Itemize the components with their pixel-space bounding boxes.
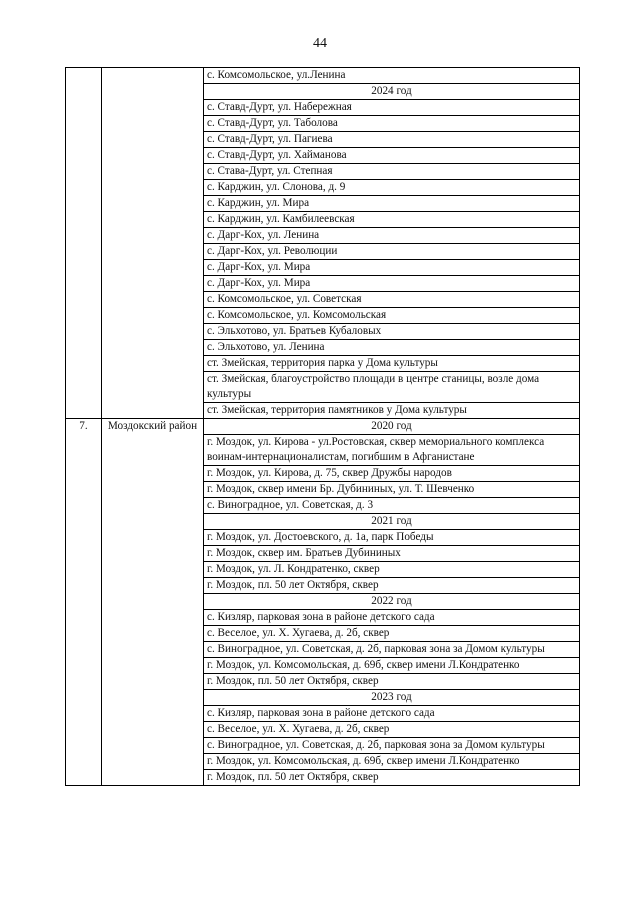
location-cell: ст. Змейская, территория парка у Дома культуры: [204, 356, 580, 372]
location-cell: с. Комсомольское, ул. Комсомольская: [204, 308, 580, 324]
location-cell: с. Комсомольское, ул. Советская: [204, 292, 580, 308]
objects-table: [65, 67, 580, 786]
location-cell: с. Става-Дурт, ул. Степная: [204, 164, 580, 180]
location-cell: ст. Змейская, благоустройство площади в центре станицы, возле дома культуры: [204, 372, 580, 403]
location-cell: с. Веселое, ул. Х. Хугаева, д. 2б, сквер: [204, 626, 580, 642]
year-heading: 2021 год: [204, 514, 580, 530]
year-heading: 2023 год: [204, 690, 580, 706]
location-cell: с. Комсомольское, ул.Ленина: [204, 68, 580, 84]
location-cell: г. Моздок, ул. Достоевского, д. 1а, парк Победы: [204, 530, 580, 546]
location-cell: г. Моздок, ул. Л. Кондратенко, сквер: [204, 562, 580, 578]
year-heading: 2022 год: [204, 594, 580, 610]
location-cell: с. Виноградное, ул. Советская, д. 2б, парковая зона за Домом культуры: [204, 738, 580, 754]
district-name: Моздокский район: [102, 419, 204, 786]
location-cell: с. Карджин, ул. Мира: [204, 196, 580, 212]
location-cell: с. Виноградное, ул. Советская, д. 2б, парковая зона за Домом культуры: [204, 642, 580, 658]
location-cell: с. Дарг-Кох, ул. Мира: [204, 260, 580, 276]
location-cell: с. Виноградное, ул. Советская, д. 3: [204, 498, 580, 514]
location-cell: г. Моздок, сквер имени Бр. Дубининых, ул. Т. Шевченко: [204, 482, 580, 498]
objects-table-body: [66, 68, 580, 786]
location-cell: г. Моздок, сквер им. Братьев Дубининых: [204, 546, 580, 562]
location-cell: с. Ставд-Дурт, ул. Пагиева: [204, 132, 580, 148]
page-number: 44: [313, 36, 327, 51]
location-cell: с. Дарг-Кох, ул. Ленина: [204, 228, 580, 244]
location-cell: г. Моздок, ул. Комсомольская, д. 69б, сквер имени Л.Кондратенко: [204, 754, 580, 770]
location-cell: с. Карджин, ул. Камбилеевская: [204, 212, 580, 228]
location-cell: с. Дарг-Кох, ул. Мира: [204, 276, 580, 292]
location-cell: с. Эльхотово, ул. Ленина: [204, 340, 580, 356]
location-cell: г. Моздок, пл. 50 лет Октября, сквер: [204, 578, 580, 594]
location-cell: с. Кизляр, парковая зона в районе детского сада: [204, 706, 580, 722]
location-cell: г. Моздок, пл. 50 лет Октября, сквер: [204, 770, 580, 786]
location-cell: г. Моздок, ул. Кирова - ул.Ростовская, сквер мемориального комплекса воинам-интернационалистам, погибшим в Афганистане: [204, 435, 580, 466]
location-cell: с. Кизляр, парковая зона в районе детского сада: [204, 610, 580, 626]
location-cell: г. Моздок, пл. 50 лет Октября, сквер: [204, 674, 580, 690]
location-cell: с. Ставд-Дурт, ул. Хайманова: [204, 148, 580, 164]
location-cell: г. Моздок, ул. Комсомольская, д. 69б, сквер имени Л.Кондратенко: [204, 658, 580, 674]
location-cell: с. Ставд-Дурт, ул. Набережная: [204, 100, 580, 116]
year-heading: 2024 год: [204, 84, 580, 100]
location-cell: с. Веселое, ул. Х. Хугаева, д. 2б, сквер: [204, 722, 580, 738]
location-cell: с. Эльхотово, ул. Братьев Кубаловых: [204, 324, 580, 340]
year-row: [66, 419, 580, 435]
location-cell: с. Карджин, ул. Слонова, д. 9: [204, 180, 580, 196]
district-cell-empty: [102, 68, 204, 419]
year-heading: 2020 год: [204, 419, 580, 435]
location-cell: ст. Змейская, территория памятников у Дома культуры: [204, 403, 580, 419]
location-cell: с. Ставд-Дурт, ул. Таболова: [204, 116, 580, 132]
location-cell: с. Дарг-Кох, ул. Революции: [204, 244, 580, 260]
number-cell-empty: [66, 68, 102, 419]
district-number: 7.: [66, 419, 102, 786]
table-row: [66, 68, 580, 84]
location-cell: г. Моздок, ул. Кирова, д. 75, сквер Дружбы народов: [204, 466, 580, 482]
